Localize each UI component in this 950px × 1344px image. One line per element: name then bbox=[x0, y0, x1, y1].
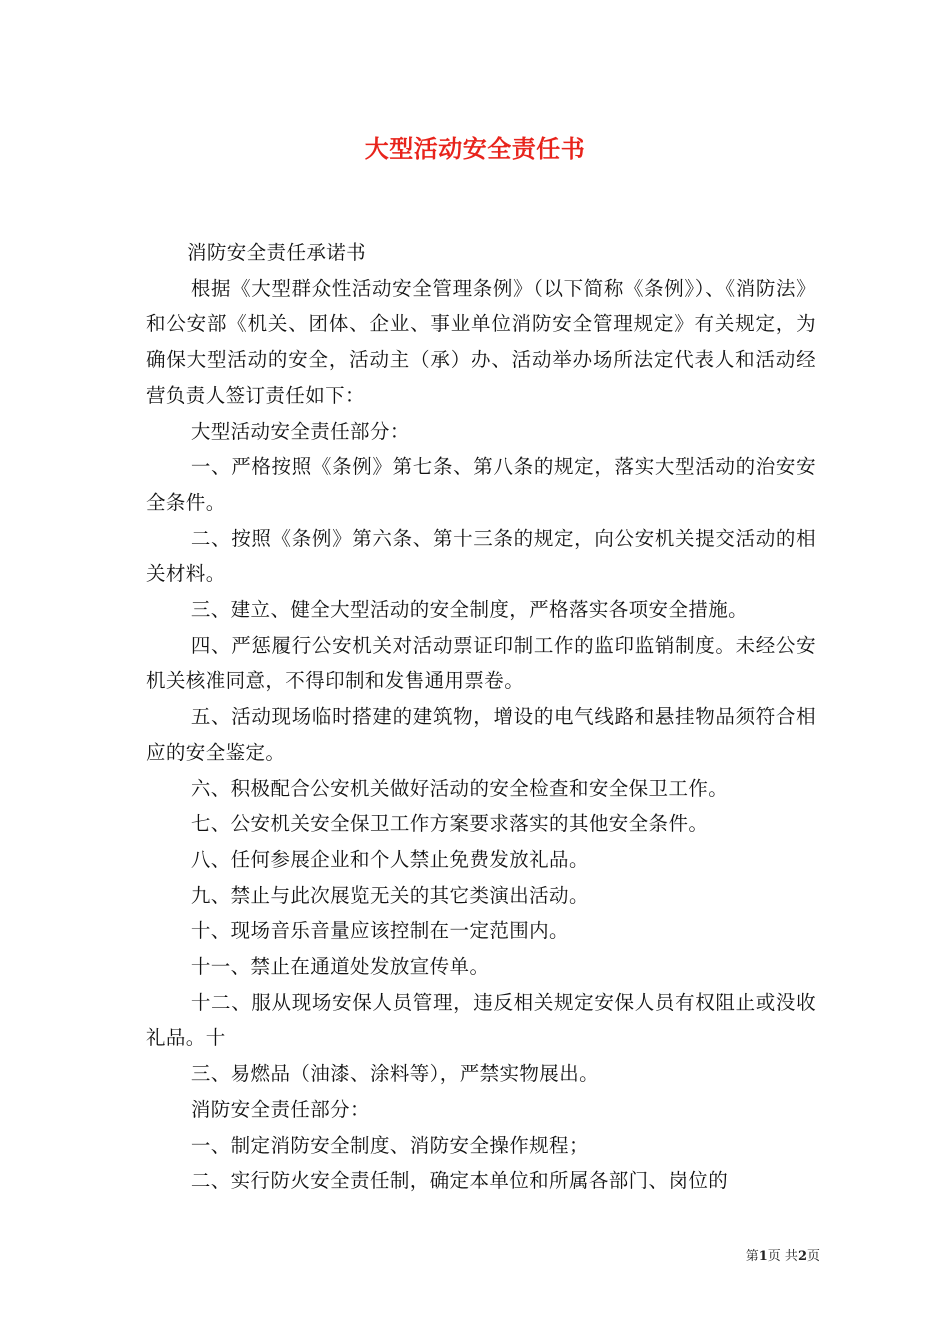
paragraph-subtitle: 消防安全责任承诺书 bbox=[186, 241, 367, 264]
footer-prefix: 第 bbox=[745, 1249, 759, 1264]
paragraph: 三、建立、健全大型活动的安全制度，严格落实各项安全措施。 bbox=[190, 598, 749, 622]
paragraph: 一、严格按照《条例》第七条、第八条的规定，落实大型活动的治安安全条件。 bbox=[146, 455, 816, 514]
paragraph: 一、制定消防安全制度、消防安全操作规程； bbox=[190, 1133, 589, 1157]
paragraph: 大型活动安全责任部分： bbox=[190, 419, 410, 443]
paragraph: 七、公安机关安全保卫工作方案要求落实的其他安全条件。 bbox=[190, 812, 709, 836]
paragraph: 消防安全责任部分： bbox=[190, 1097, 370, 1121]
footer-middle: 页 共 bbox=[767, 1249, 798, 1264]
current-page-number: 1 bbox=[758, 1249, 768, 1264]
paragraph: 四、严惩履行公安机关对活动票证印制工作的监印监销制度。未经公安机关核准同意，不得印制和发售通用票卷。 bbox=[146, 633, 816, 693]
paragraph: 五、活动现场临时搭建的建筑物，增设的电气线路和悬挂物品须符合相应的安全鉴定。 bbox=[146, 705, 816, 764]
paragraph: 六、积极配合公安机关做好活动的安全检查和安全保卫工作。 bbox=[190, 776, 729, 800]
document-body bbox=[146, 235, 816, 1199]
paragraph: 三、易燃品（油漆、涂料等），严禁实物展出。 bbox=[190, 1062, 599, 1086]
paragraph: 二、按照《条例》第六条、第十三条的规定，向公安机关提交活动的相关材料。 bbox=[146, 526, 816, 586]
paragraph: 十一、禁止在通道处发放宣传单。 bbox=[190, 955, 490, 979]
total-pages-number: 2 bbox=[797, 1249, 807, 1264]
paragraph: 九、禁止与此次展览无关的其它类演出活动。 bbox=[190, 883, 589, 907]
page-number-footer bbox=[690, 1248, 820, 1266]
paragraph: 根据《大型群众性活动安全管理条例》（以下简称《条例》）、《消防法》和公安部《机关、团体、企业、事业单位消防安全管理规定》有关规定，为确保大型活动的安全，活动主（承）办、活动举办场所法定代表人和活动经营负责人签订责任如下： bbox=[146, 276, 816, 407]
paragraph: 十、现场音乐音量应该控制在一定范围内。 bbox=[190, 919, 569, 943]
footer-suffix: 页 bbox=[806, 1249, 820, 1264]
document-title: 大型活动安全责任书 bbox=[364, 134, 586, 163]
paragraph: 二、实行防火安全责任制，确定本单位和所属各部门、岗位的 bbox=[190, 1169, 729, 1193]
paragraph: 十二、服从现场安保人员管理，违反相关规定安保人员有权阻止或没收礼品。十 bbox=[146, 990, 816, 1050]
paragraph: 八、任何参展企业和个人禁止免费发放礼品。 bbox=[190, 847, 589, 871]
